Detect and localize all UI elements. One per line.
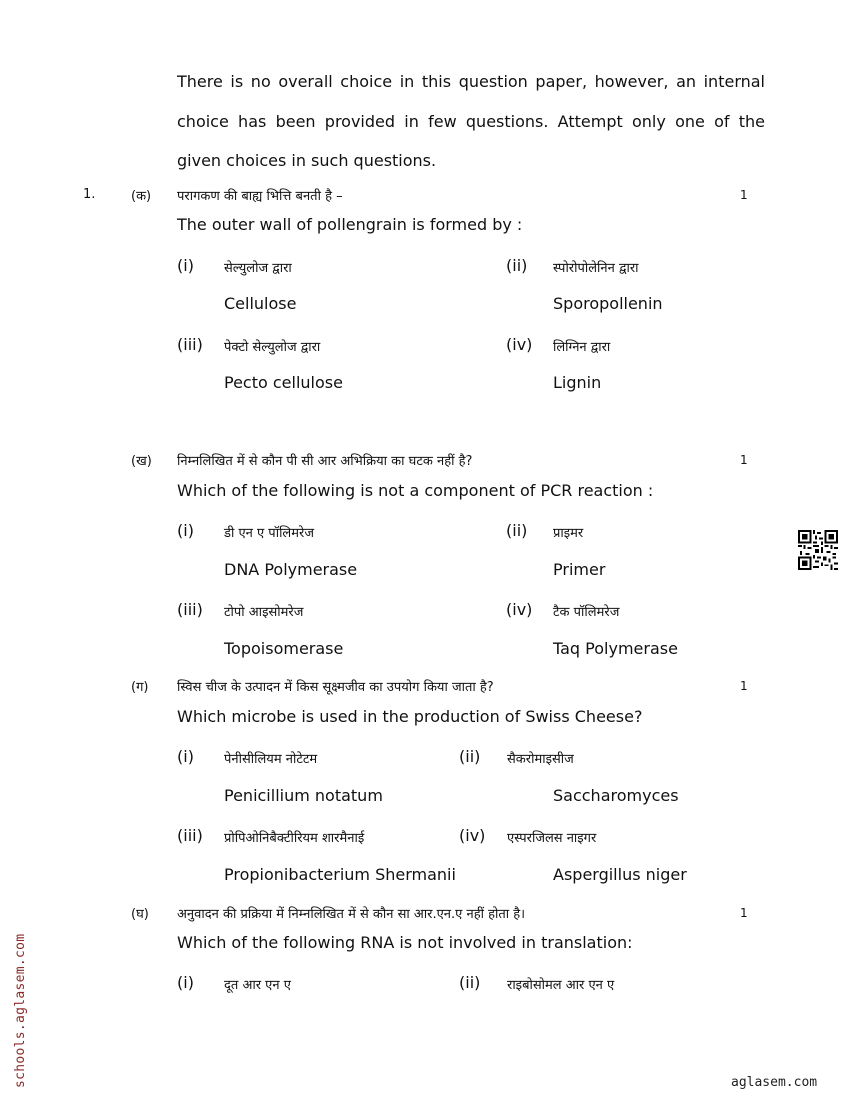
option-number: (ii) bbox=[506, 521, 528, 540]
question-label: (घ) bbox=[131, 907, 149, 922]
option-english: Topoisomerase bbox=[224, 639, 344, 658]
footer-site-link[interactable]: aglasem.com bbox=[731, 1075, 818, 1090]
question-marks: 1 bbox=[740, 679, 748, 693]
option-number: (i) bbox=[177, 973, 194, 992]
option-number: (iii) bbox=[177, 335, 203, 354]
option-english: Penicillium notatum bbox=[224, 786, 383, 805]
side-watermark: schools.aglasem.com bbox=[13, 933, 28, 1088]
option-number: (iii) bbox=[177, 600, 203, 619]
option-english: Sporopollenin bbox=[553, 294, 663, 313]
option-number: (iv) bbox=[506, 600, 533, 619]
option-hindi: स्पोरोपोलेनिन द्वारा bbox=[553, 261, 639, 276]
question-label: (क) bbox=[131, 189, 152, 204]
option-english: Primer bbox=[553, 560, 606, 579]
option-english: Pecto cellulose bbox=[224, 373, 343, 392]
option-hindi: लिग्निन द्वारा bbox=[553, 340, 611, 355]
question-hindi: निम्नलिखित में से कौन पी सी आर अभिक्रिया का घटक नहीं है? bbox=[177, 454, 473, 469]
question-number: 1. bbox=[83, 187, 96, 202]
question-label: (ग) bbox=[131, 680, 149, 695]
option-hindi: सैकरोमाइसीज bbox=[507, 752, 574, 767]
question-english: The outer wall of pollengrain is formed by : bbox=[177, 215, 523, 234]
option-hindi: प्राइमर bbox=[553, 526, 584, 541]
option-number: (i) bbox=[177, 256, 194, 275]
option-number: (iv) bbox=[459, 826, 486, 845]
option-english: Saccharomyces bbox=[553, 786, 679, 805]
option-hindi: दूत आर एन ए bbox=[224, 978, 291, 993]
option-english: DNA Polymerase bbox=[224, 560, 358, 579]
option-hindi: पेनीसीलियम नोटेटम bbox=[224, 752, 318, 767]
option-hindi: पेक्टो सेल्युलोज द्वारा bbox=[224, 340, 321, 355]
option-english: Propionibacterium Shermanii bbox=[224, 865, 456, 884]
option-english: Aspergillus niger bbox=[553, 865, 687, 884]
option-number: (i) bbox=[177, 747, 194, 766]
option-hindi: राइबोसोमल आर एन ए bbox=[507, 978, 615, 993]
question-hindi: स्विस चीज के उत्पादन में किस सूक्ष्मजीव का उपयोग किया जाता है? bbox=[177, 680, 494, 695]
option-hindi: एस्परजिलस नाइगर bbox=[507, 831, 597, 846]
option-english: Lignin bbox=[553, 373, 602, 392]
question-hindi: अनुवादन की प्रक्रिया में निम्नलिखित में से कौन सा आर.एन.ए नहीं होता है। bbox=[177, 907, 526, 922]
option-hindi: प्रोपिओनिबैक्टीरियम शारमैनाई bbox=[224, 831, 365, 846]
question-marks: 1 bbox=[740, 188, 748, 202]
option-number: (ii) bbox=[459, 747, 481, 766]
instructions-paragraph: There is no overall choice in this question paper, however, an internal choice has been provided in few questions. Attempt only one of the given choices in such questions. bbox=[177, 72, 765, 170]
qr-code bbox=[798, 530, 838, 570]
option-number: (ii) bbox=[459, 973, 481, 992]
option-number: (ii) bbox=[506, 256, 528, 275]
question-english: Which of the following is not a component of PCR reaction : bbox=[177, 481, 654, 500]
option-number: (iv) bbox=[506, 335, 533, 354]
question-label: (ख) bbox=[131, 454, 152, 469]
question-marks: 1 bbox=[740, 906, 748, 920]
question-english: Which microbe is used in the production of Swiss Cheese? bbox=[177, 707, 643, 726]
option-english: Cellulose bbox=[224, 294, 297, 313]
option-hindi: सेल्युलोज द्वारा bbox=[224, 261, 292, 276]
question-english: Which of the following RNA is not involved in translation: bbox=[177, 933, 633, 952]
question-marks: 1 bbox=[740, 453, 748, 467]
option-hindi: डी एन ए पॉलिमरेज bbox=[224, 526, 314, 541]
option-hindi: टोपो आइसोमरेज bbox=[224, 605, 304, 620]
option-number: (i) bbox=[177, 521, 194, 540]
option-hindi: टैक पॉलिमरेज bbox=[553, 605, 620, 620]
question-hindi: परागकण की बाह्य भित्ति बनती है – bbox=[177, 189, 343, 204]
option-english: Taq Polymerase bbox=[553, 639, 678, 658]
option-number: (iii) bbox=[177, 826, 203, 845]
